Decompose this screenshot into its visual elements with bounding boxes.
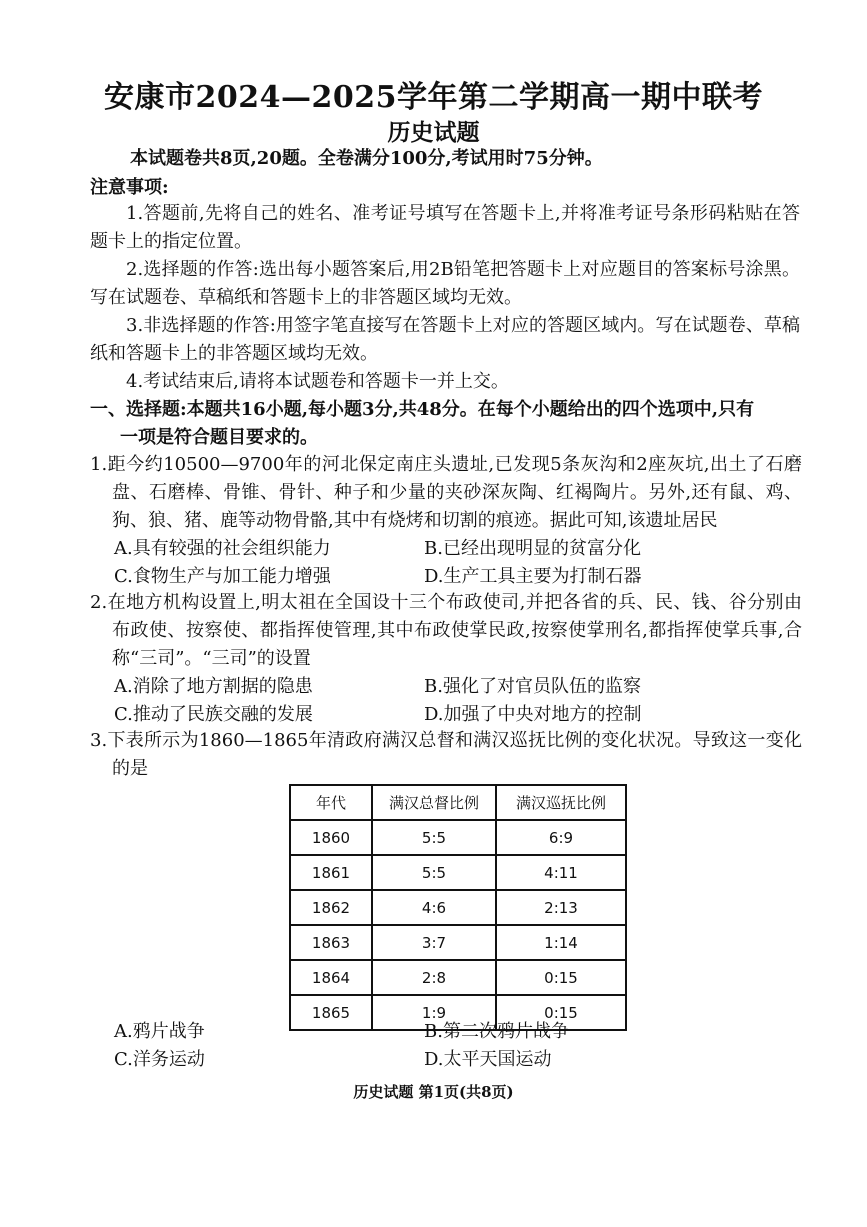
- table-cell: 3:7: [372, 925, 496, 960]
- table-cell: 0:15: [496, 995, 626, 1030]
- section-heading: [90, 396, 802, 452]
- exam-title: 安康市2024—2025学年第二学期高一期中联考: [104, 80, 763, 115]
- question-3: [90, 727, 802, 783]
- note-item-1: 1.答题前,先将自己的姓名、准考证号填写在答题卡上,并将准考证号条形码粘贴在答题卡上的指定位置。: [90, 203, 800, 252]
- table-cell: 2:8: [372, 960, 496, 995]
- table-row: [290, 960, 626, 995]
- table-cell: 1:14: [496, 925, 626, 960]
- table-header: 满汉巡抚比例: [496, 785, 626, 820]
- option-a: A.具有较强的社会组织能力: [114, 538, 331, 559]
- table-cell: 1861: [290, 855, 372, 890]
- table-row: [290, 820, 626, 855]
- question-stem: 3.下表所示为1860—1865年清政府满汉总督和满汉巡抚比例的变化状况。导致这一变化的是: [90, 730, 802, 779]
- table-row: [290, 890, 626, 925]
- notes-heading: 注意事项:: [90, 177, 169, 198]
- table-cell: 1865: [290, 995, 372, 1030]
- option-a: A.消除了地方割据的隐患: [114, 676, 313, 697]
- table-cell: 1862: [290, 890, 372, 925]
- section-line-1: 一、选择题:本题共16小题,每小题3分,共48分。在每个小题给出的四个选项中,只有: [90, 399, 755, 420]
- table-cell: 6:9: [496, 820, 626, 855]
- option-c: C.洋务运动: [114, 1049, 205, 1070]
- table-cell: 5:5: [372, 820, 496, 855]
- note-item-4: 4.考试结束后,请将本试题卷和答题卡一并上交。: [126, 371, 509, 392]
- table-cell: 1864: [290, 960, 372, 995]
- ratio-table: [289, 784, 627, 1031]
- question-stem: 1.距今约10500—9700年的河北保定南庄头遗址,已发现5条灰沟和2座灰坑,出土了石磨盘、石磨棒、骨锥、骨针、种子和少量的夹砂深灰陶、红褐陶片。另外,还有鼠、鸡、狗、狼、猪、鹿等动物骨骼,其中有烧烤和切割的痕迹。据此可知,该遗址居民: [90, 454, 802, 531]
- option-d: D.太平天国运动: [424, 1049, 552, 1070]
- question-1: [90, 451, 802, 591]
- table-header: 满汉总督比例: [372, 785, 496, 820]
- option-b: B.第二次鸦片战争: [424, 1021, 569, 1042]
- option-c: C.推动了民族交融的发展: [114, 704, 313, 725]
- question-3-options: [114, 1018, 734, 1074]
- table-row: [290, 855, 626, 890]
- question-2: [90, 589, 802, 729]
- option-d: D.生产工具主要为打制石器: [424, 566, 642, 587]
- note-item-2: 2.选择题的作答:选出每小题答案后,用2B铅笔把答题卡上对应题目的答案标号涂黑。写在试题卷、草稿纸和答题卡上的非答题区域均无效。: [90, 259, 800, 308]
- table-header-row: [290, 785, 626, 820]
- note-item-3: 3.非选择题的作答:用签字笔直接写在答题卡上对应的答题区域内。写在试题卷、草稿纸和答题卡上的非答题区域均无效。: [90, 315, 800, 364]
- table-row: [290, 925, 626, 960]
- table-cell: 2:13: [496, 890, 626, 925]
- question-options: [114, 673, 802, 729]
- table-cell: 1860: [290, 820, 372, 855]
- page-footer: 历史试题 第1页(共8页): [353, 1083, 514, 1101]
- section-line-2: 一项是符合题目要求的。: [120, 427, 318, 448]
- table-header: 年代: [290, 785, 372, 820]
- table-cell: 1:9: [372, 995, 496, 1030]
- table-cell: 5:5: [372, 855, 496, 890]
- exam-info: 本试题卷共8页,20题。全卷满分100分,考试用时75分钟。: [130, 148, 603, 169]
- question-options: [114, 535, 802, 591]
- option-a: A.鸦片战争: [114, 1021, 205, 1042]
- table-cell: 4:6: [372, 890, 496, 925]
- option-c: C.食物生产与加工能力增强: [114, 566, 331, 587]
- option-d: D.加强了中央对地方的控制: [424, 704, 642, 725]
- option-b: B.已经出现明显的贫富分化: [424, 538, 641, 559]
- table-cell: 1863: [290, 925, 372, 960]
- exam-subtitle: 历史试题: [387, 119, 480, 146]
- option-b: B.强化了对官员队伍的监察: [424, 676, 641, 697]
- table-cell: 4:11: [496, 855, 626, 890]
- table-cell: 0:15: [496, 960, 626, 995]
- question-stem: 2.在地方机构设置上,明太祖在全国设十三个布政使司,并把各省的兵、民、钱、谷分别由布政使、按察使、都指挥使管理,其中布政使掌民政,按察使掌刑名,都指挥使掌兵事,合称“三司”。“三司”的设置: [90, 592, 802, 669]
